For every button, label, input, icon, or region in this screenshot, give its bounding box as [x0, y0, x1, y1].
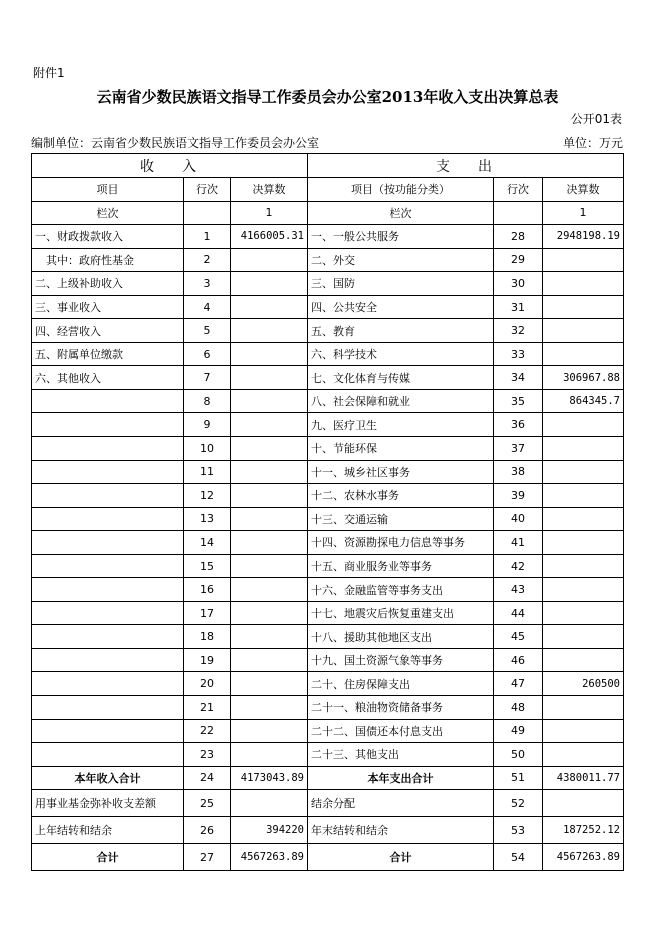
expense-amount: 4380011.77: [543, 766, 624, 790]
income-item: [32, 389, 184, 413]
expense-amount: [543, 719, 624, 743]
expense-row-no: 29: [494, 248, 543, 272]
table-row: [32, 342, 624, 366]
table-row: [32, 295, 624, 319]
table-row: [32, 578, 624, 602]
income-amount: [231, 672, 308, 696]
expense-amount: 260500: [543, 672, 624, 696]
income-amount: [231, 295, 308, 319]
expense-item: 十六、金融监管等事务支出: [308, 578, 494, 602]
table-row: [32, 366, 624, 390]
expense-amount: [543, 248, 624, 272]
col-index-label-exp: 栏次: [308, 201, 494, 225]
income-item: [32, 507, 184, 531]
income-row-no: 18: [184, 625, 231, 649]
income-row-no: 17: [184, 601, 231, 625]
income-item: 用事业基金弥补收支差额: [32, 790, 184, 817]
income-row-no: 23: [184, 743, 231, 767]
expense-row-no: 43: [494, 578, 543, 602]
income-item: 四、经营收入: [32, 319, 184, 343]
income-item: [32, 719, 184, 743]
expense-item: 十七、地震灾后恢复重建支出: [308, 601, 494, 625]
income-row-no: 19: [184, 648, 231, 672]
income-row-no: 25: [184, 790, 231, 817]
expense-row-no: 45: [494, 625, 543, 649]
expense-amount: [543, 460, 624, 484]
col-header-item: 项目: [32, 178, 184, 202]
table-row: [32, 625, 624, 649]
table-row: [32, 672, 624, 696]
income-item: [32, 696, 184, 720]
income-row-no: 20: [184, 672, 231, 696]
expense-item: 十、节能环保: [308, 437, 494, 461]
expense-row-no: 42: [494, 554, 543, 578]
expense-item: 二十、住房保障支出: [308, 672, 494, 696]
expense-amount: [543, 272, 624, 296]
expense-row-no: 54: [494, 844, 543, 871]
income-amount: [231, 342, 308, 366]
table-row: [32, 790, 624, 817]
income-amount: [231, 437, 308, 461]
reporting-unit: 编制单位：云南省少数民族语文指导工作委员会办公室: [31, 136, 320, 150]
income-amount: [231, 531, 308, 555]
income-item: 其中：政府性基金: [32, 248, 184, 272]
expense-row-no: 40: [494, 507, 543, 531]
expense-amount: [543, 531, 624, 555]
expense-item: 六、科学技术: [308, 342, 494, 366]
column-index-row: [32, 201, 624, 225]
income-row-no: 16: [184, 578, 231, 602]
income-row-no: 24: [184, 766, 231, 790]
expense-item: 十三、交通运输: [308, 507, 494, 531]
income-section-header: 收入: [32, 154, 308, 178]
income-item: 二、上级补助收入: [32, 272, 184, 296]
income-row-no: 10: [184, 437, 231, 461]
col-header-item-exp: 项目（按功能分类）: [308, 178, 494, 202]
table-row: [32, 225, 624, 249]
grand-total-row: [32, 844, 624, 871]
income-amount: [231, 248, 308, 272]
expense-row-no: 28: [494, 225, 543, 249]
income-row-no: 21: [184, 696, 231, 720]
expense-item: 十四、资源勘探电力信息等事务: [308, 531, 494, 555]
income-item: [32, 743, 184, 767]
income-amount: [231, 696, 308, 720]
expense-row-no: 38: [494, 460, 543, 484]
expense-row-no: 36: [494, 413, 543, 437]
expense-amount: 4567263.89: [543, 844, 624, 871]
expense-item: 十二、农林水事务: [308, 484, 494, 508]
expense-amount: [543, 295, 624, 319]
income-amount: [231, 389, 308, 413]
expense-amount: 187252.12: [543, 817, 624, 844]
attachment-label: 附件1: [33, 66, 65, 80]
expense-item: 二十二、国债还本付息支出: [308, 719, 494, 743]
income-amount: [231, 272, 308, 296]
table-row: [32, 437, 624, 461]
col-index-blank-exp: [494, 201, 543, 225]
expense-item: 一、一般公共服务: [308, 225, 494, 249]
expense-amount: [543, 790, 624, 817]
expense-amount: 864345.7: [543, 389, 624, 413]
expense-amount: 306967.88: [543, 366, 624, 390]
expense-row-no: 34: [494, 366, 543, 390]
expense-item: 七、文化体育与传媒: [308, 366, 494, 390]
expense-row-no: 35: [494, 389, 543, 413]
expense-row-no: 52: [494, 790, 543, 817]
expense-amount: [543, 578, 624, 602]
income-amount: [231, 319, 308, 343]
expense-item: 八、社会保障和就业: [308, 389, 494, 413]
income-item: [32, 484, 184, 508]
col-index-number: 1: [231, 201, 308, 225]
expense-amount: [543, 507, 624, 531]
table-row: [32, 507, 624, 531]
income-row-no: 9: [184, 413, 231, 437]
income-item: [32, 554, 184, 578]
income-amount: [231, 413, 308, 437]
table-row: [32, 413, 624, 437]
expense-amount: [543, 554, 624, 578]
table-row: [32, 601, 624, 625]
table-row: [32, 531, 624, 555]
expense-item: 十一、城乡社区事务: [308, 460, 494, 484]
expense-row-no: 48: [494, 696, 543, 720]
table-row: [32, 719, 624, 743]
income-item: [32, 413, 184, 437]
income-item: 六、其他收入: [32, 366, 184, 390]
expense-amount: [543, 648, 624, 672]
expense-row-no: 44: [494, 601, 543, 625]
income-amount: [231, 484, 308, 508]
income-item: 三、事业收入: [32, 295, 184, 319]
income-amount: [231, 625, 308, 649]
expense-item: 十五、商业服务业等事务: [308, 554, 494, 578]
income-amount: [231, 743, 308, 767]
expense-row-no: 50: [494, 743, 543, 767]
income-row-no: 7: [184, 366, 231, 390]
income-amount: [231, 790, 308, 817]
form-number: 公开01表: [570, 112, 622, 126]
expense-row-no: 49: [494, 719, 543, 743]
income-item: [32, 578, 184, 602]
income-row-no: 22: [184, 719, 231, 743]
expense-row-no: 30: [494, 272, 543, 296]
income-item: [32, 601, 184, 625]
year-total-row: [32, 766, 624, 790]
income-item: [32, 648, 184, 672]
income-amount: 4567263.89: [231, 844, 308, 871]
expense-item: 五、教育: [308, 319, 494, 343]
col-header-row-no: 行次: [184, 178, 231, 202]
expense-row-no: 46: [494, 648, 543, 672]
income-item: [32, 460, 184, 484]
expense-item: 二十一、粮油物资储备事务: [308, 696, 494, 720]
income-amount: [231, 507, 308, 531]
col-header-amount: 决算数: [231, 178, 308, 202]
table-row: [32, 817, 624, 844]
expense-item: 结余分配: [308, 790, 494, 817]
col-header-amount-exp: 决算数: [543, 178, 624, 202]
expense-row-no: 51: [494, 766, 543, 790]
income-amount: 4166005.31: [231, 225, 308, 249]
income-row-no: 6: [184, 342, 231, 366]
income-row-no: 13: [184, 507, 231, 531]
table-row: [32, 272, 624, 296]
income-row-no: 3: [184, 272, 231, 296]
income-amount: 4173043.89: [231, 766, 308, 790]
table-row: [32, 319, 624, 343]
income-amount: 394220: [231, 817, 308, 844]
expense-item: 年末结转和结余: [308, 817, 494, 844]
budget-table: [31, 153, 624, 871]
table-row: [32, 648, 624, 672]
income-amount: [231, 578, 308, 602]
table-row: [32, 743, 624, 767]
table-row: [32, 460, 624, 484]
income-amount: [231, 366, 308, 390]
currency-unit: 单位：万元: [562, 136, 623, 150]
expense-item: 本年支出合计: [308, 766, 494, 790]
expense-row-no: 47: [494, 672, 543, 696]
expense-amount: [543, 413, 624, 437]
expense-amount: 2948198.19: [543, 225, 624, 249]
income-amount: [231, 554, 308, 578]
expense-item: 四、公共安全: [308, 295, 494, 319]
income-amount: [231, 719, 308, 743]
column-header-row: [32, 178, 624, 202]
income-row-no: 15: [184, 554, 231, 578]
page-title: 云南省少数民族语文指导工作委员会办公室2013年收入支出决算总表: [96, 88, 559, 106]
expense-item: 三、国防: [308, 272, 494, 296]
income-item: [32, 437, 184, 461]
section-header-row: [32, 154, 624, 178]
income-row-no: 14: [184, 531, 231, 555]
income-item: 五、附属单位缴款: [32, 342, 184, 366]
income-row-no: 26: [184, 817, 231, 844]
expense-row-no: 31: [494, 295, 543, 319]
expense-amount: [543, 601, 624, 625]
expense-item: 二、外交: [308, 248, 494, 272]
income-row-no: 1: [184, 225, 231, 249]
expense-row-no: 41: [494, 531, 543, 555]
income-item: 本年收入合计: [32, 766, 184, 790]
expense-amount: [543, 625, 624, 649]
expense-amount: [543, 743, 624, 767]
income-row-no: 11: [184, 460, 231, 484]
expense-section-header: 支出: [308, 154, 624, 178]
income-row-no: 5: [184, 319, 231, 343]
income-row-no: 2: [184, 248, 231, 272]
expense-item: 合计: [308, 844, 494, 871]
expense-row-no: 53: [494, 817, 543, 844]
col-index-number-exp: 1: [543, 201, 624, 225]
expense-row-no: 32: [494, 319, 543, 343]
expense-amount: [543, 437, 624, 461]
expense-row-no: 33: [494, 342, 543, 366]
income-row-no: 12: [184, 484, 231, 508]
expense-item: 十八、援助其他地区支出: [308, 625, 494, 649]
expense-amount: [543, 342, 624, 366]
income-item: [32, 625, 184, 649]
table-row: [32, 696, 624, 720]
table-row: [32, 554, 624, 578]
expense-row-no: 39: [494, 484, 543, 508]
expense-row-no: 37: [494, 437, 543, 461]
expense-amount: [543, 319, 624, 343]
expense-amount: [543, 696, 624, 720]
income-row-no: 4: [184, 295, 231, 319]
income-item: [32, 531, 184, 555]
income-amount: [231, 601, 308, 625]
income-row-no: 27: [184, 844, 231, 871]
col-index-label: 栏次: [32, 201, 184, 225]
col-header-row-no-exp: 行次: [494, 178, 543, 202]
table-row: [32, 248, 624, 272]
income-item: 一、财政拨款收入: [32, 225, 184, 249]
table-row: [32, 389, 624, 413]
col-index-blank: [184, 201, 231, 225]
expense-item: 二十三、其他支出: [308, 743, 494, 767]
expense-item: 九、医疗卫生: [308, 413, 494, 437]
income-row-no: 8: [184, 389, 231, 413]
table-row: [32, 484, 624, 508]
expense-amount: [543, 484, 624, 508]
income-amount: [231, 460, 308, 484]
income-item: 合计: [32, 844, 184, 871]
income-item: [32, 672, 184, 696]
income-amount: [231, 648, 308, 672]
expense-item: 十九、国土资源气象等事务: [308, 648, 494, 672]
income-item: 上年结转和结余: [32, 817, 184, 844]
